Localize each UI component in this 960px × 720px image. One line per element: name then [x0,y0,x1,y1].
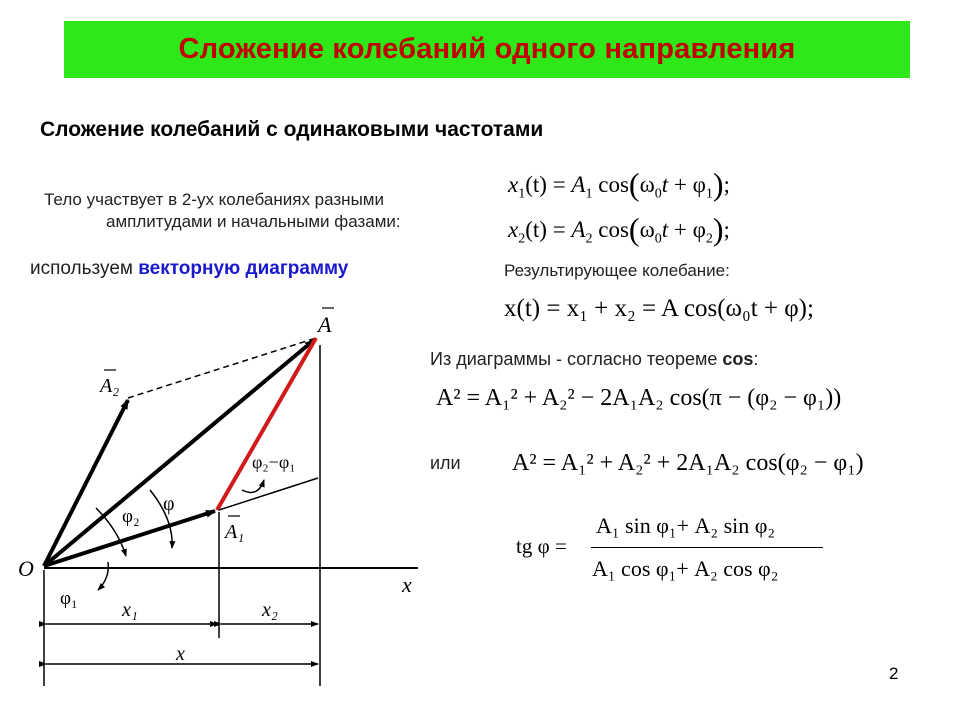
phi2-label: φ₂ [122,506,140,527]
axis-x-label: x [402,572,412,597]
x2-arg: (t) [525,217,547,242]
diagram-note-prefix: Из диаграммы - согласно теореме [430,349,723,369]
vector-diagram-term: векторную диаграмму [138,258,349,279]
diagram-note [430,349,758,370]
x2-amp-sub: 2 [585,231,593,247]
x2-t: t [661,217,669,242]
formula-cos-theorem-alt: A² = A₁² + A₂² + 2A₁A₂ cos(φ₂ − φ₁) [512,450,864,476]
origin-label: O [18,556,34,581]
vector-a1-label: A₁ [225,521,245,543]
tg-numerator: A₁ sin φ₁+ A₂ sin φ₂ [596,513,776,538]
x2-phi: φ [692,217,706,242]
tg-denominator: A₁ cos φ₁+ A₂ cos φ₂ [592,556,779,581]
arc-phi1 [98,562,108,590]
tg-fraction-line [591,547,823,548]
phase-diff-label: φ₂−φ₁ [252,452,296,472]
slide-title: Сложение колебаний одного направления [178,33,796,65]
x1-fn: cos [598,172,629,197]
vector-diagram [0,300,440,700]
x1-omega: ω [639,172,655,197]
x1-amp: A [571,172,586,197]
x1-lhs: x [508,172,519,197]
x2-amp: A [571,217,586,242]
tg-lhs: tg φ = [516,534,567,558]
x2-omega: ω [639,217,655,242]
x2-omega-sub: 0 [654,231,662,247]
x1-end: ; [723,172,730,197]
x2-end: ; [723,217,730,242]
x2-fn: cos [598,217,629,242]
x2-label: x₂ [262,599,278,621]
phi1-label: φ₁ [60,588,78,609]
x1-label: x₁ [122,599,138,621]
section-subtitle: Сложение колебаний с одинаковыми частотами [40,118,544,141]
x2-phi-sub: 2 [705,231,713,247]
arc-phase-diff [242,480,264,492]
x1-phi-sub: 1 [705,186,713,202]
title-bar [64,21,910,78]
phi-label: φ [163,493,175,515]
vector-a-label: A [318,312,332,337]
formula-result: x(t) = x₁ + x₂ = A cos(ω₀t + φ); [504,295,814,322]
x1-amp-sub: 1 [585,186,593,202]
formula-cos-theorem: A² = A₁² + A₂² − 2A₁A₂ cos(π − (φ₂ − φ₁)) [436,385,842,411]
x1-phi: φ [692,172,706,197]
x1-arg: (t) [525,172,547,197]
x-total-label: x [176,643,185,665]
vector-a2-label: A₂ [100,375,120,397]
diagram-note-suffix: : [753,349,759,369]
formula-x2: $x_2(t) = A_2$ $\cos(\omega_0t + \varphi_2)$; [508,211,730,247]
x1-lhs-sub: 1 [518,186,526,202]
intro-line-2: амплитудами и начальными фазами: [106,212,401,231]
formula-x1: $x_1(t) = A_1$ $\cos(\omega_0t + \varphi_1)$; [508,166,730,202]
x2-lhs-sub: 2 [518,231,526,247]
x1-t: t [661,172,669,197]
result-label: Результирующее колебание: [504,261,730,280]
use-diagram-line [30,258,348,280]
use-prefix: используем [30,258,139,279]
page-number: 2 [889,664,899,683]
diagram-note-cos: cos [722,349,754,369]
x2-lhs: x [508,217,519,242]
intro-line-1: Тело участвует в 2-ух колебаниях разными [44,190,384,209]
or-label: или [430,453,461,473]
x1-omega-sub: 0 [654,186,662,202]
